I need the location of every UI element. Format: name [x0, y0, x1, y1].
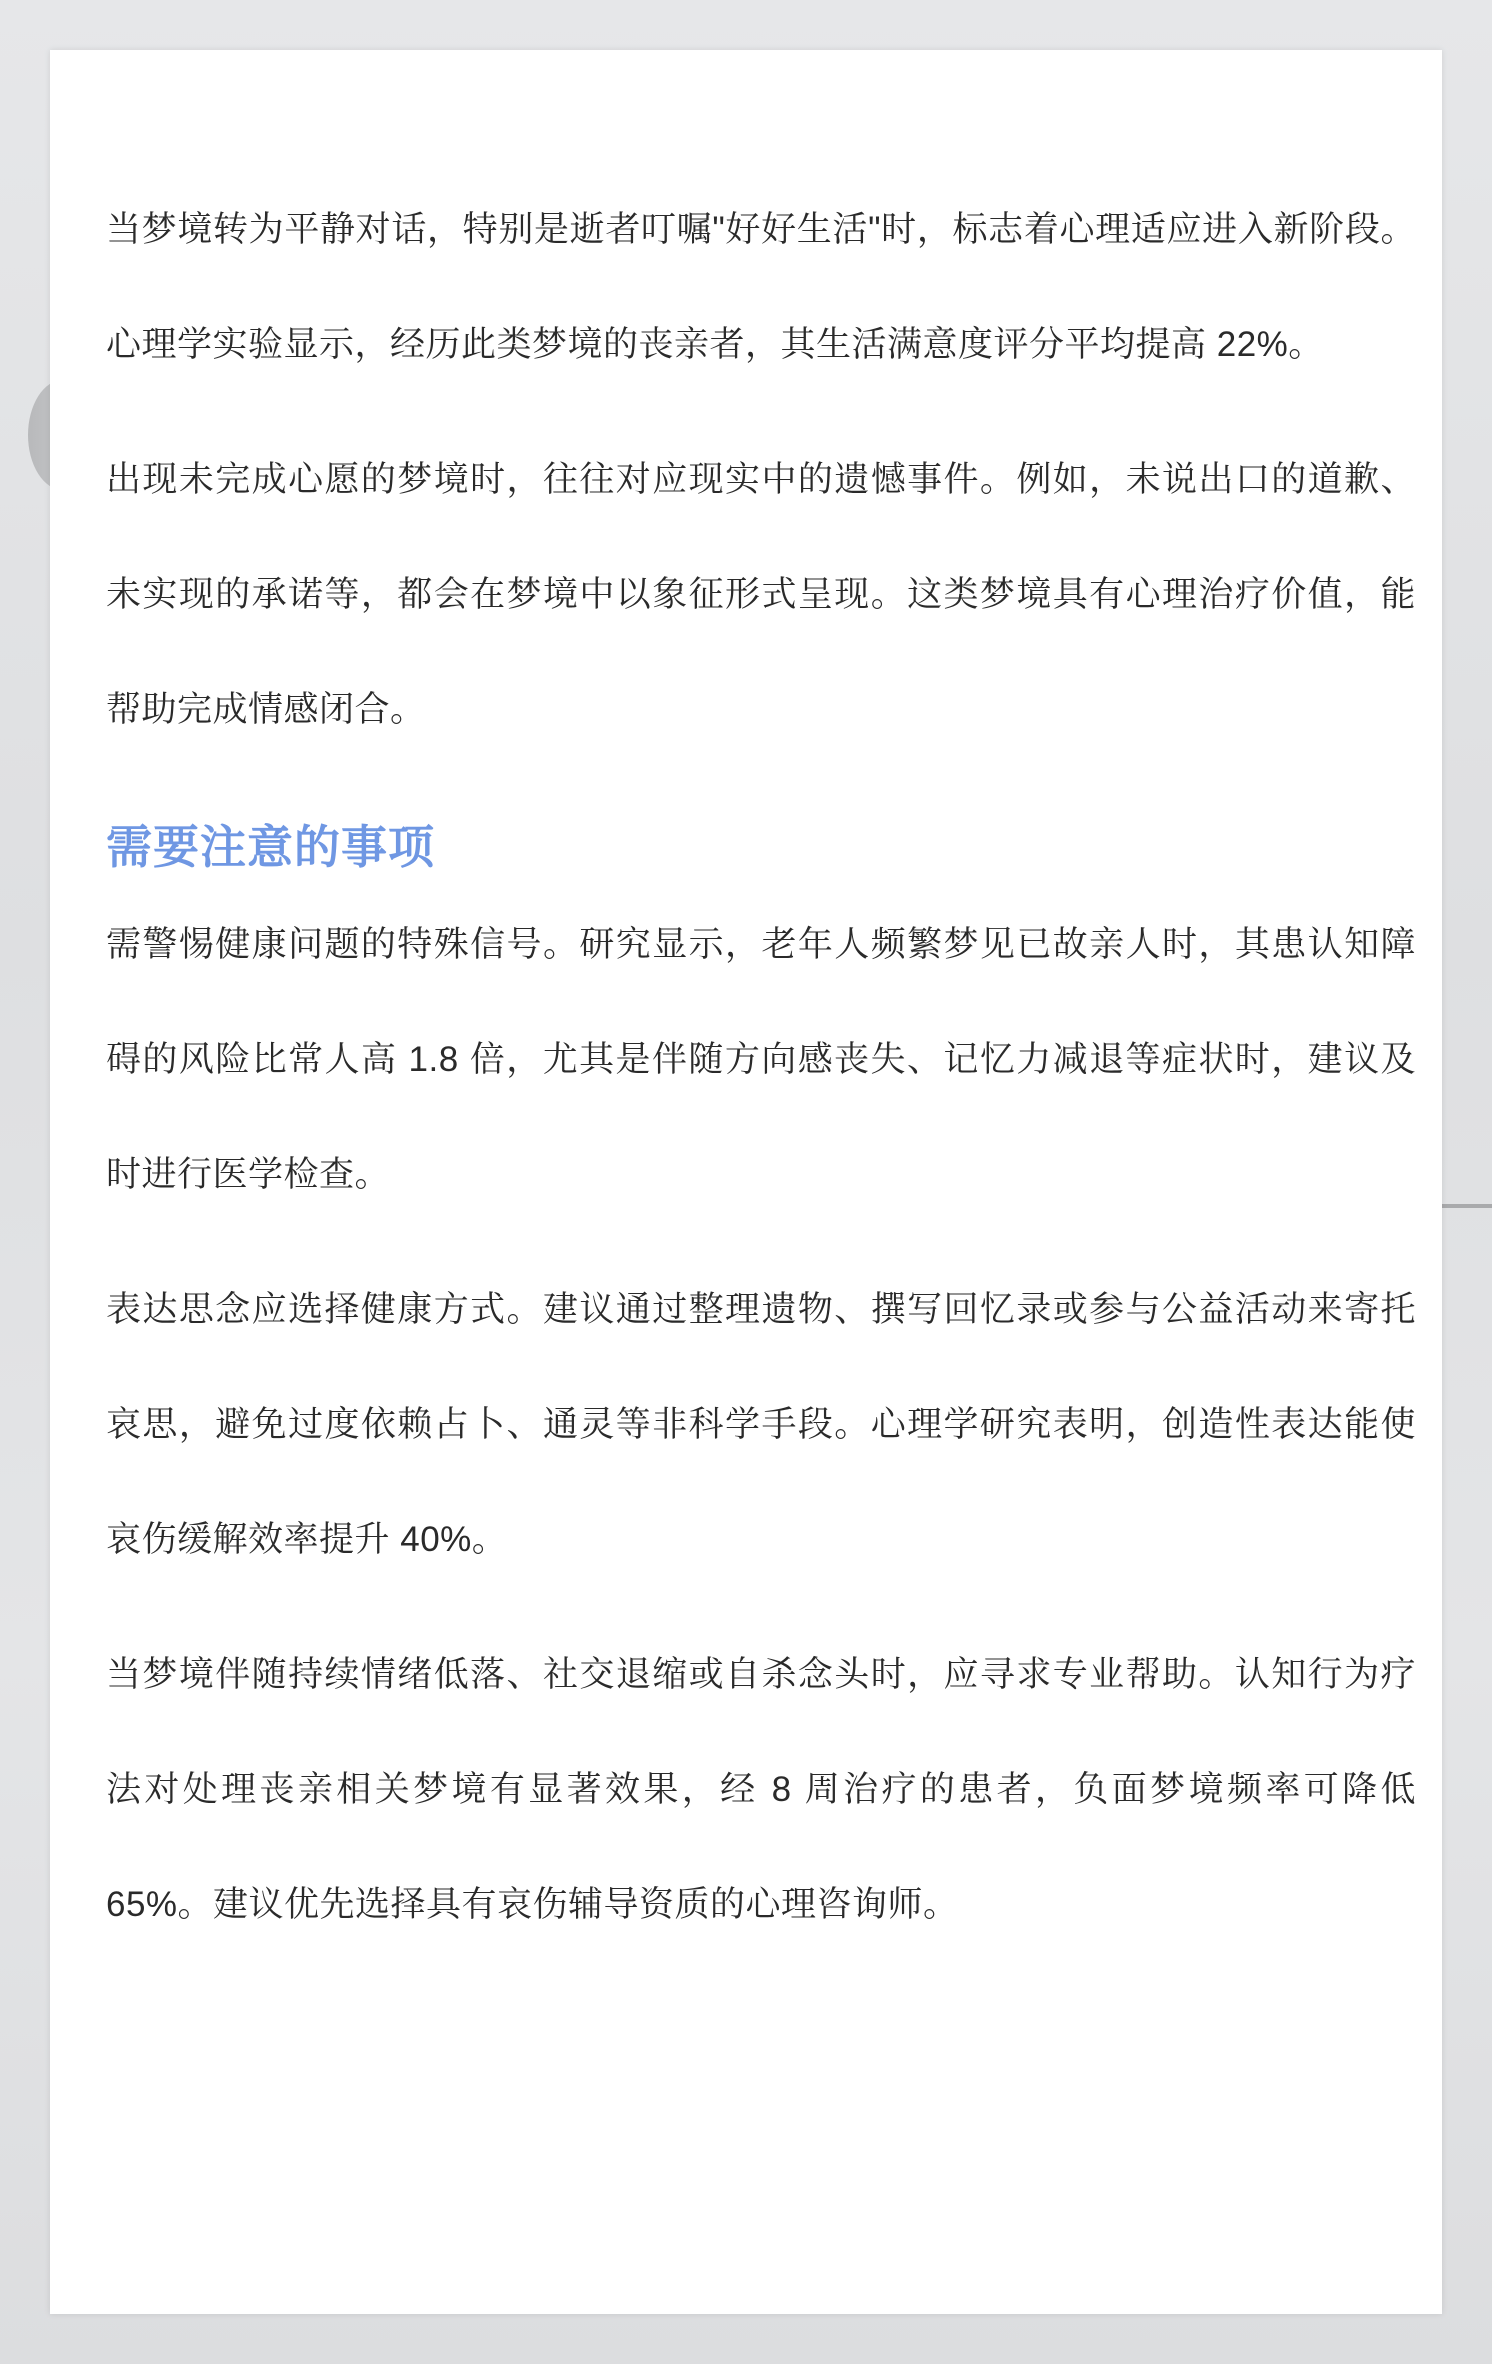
paragraph-professional-help: 当梦境伴随持续情绪低落、社交退缩或自杀念头时，应寻求专业帮助。认知行为疗法对处理丧亲相关梦境有显著效果，经 8 周治疗的患者，负面梦境频率可降低 65%。建议优先选择具有哀伤辅导资质的心理咨询师。 [106, 1655, 1416, 1924]
paragraph-health-signals: 需警惕健康问题的特殊信号。研究显示，老年人频繁梦见已故亲人时，其患认知障碍的风险比常人高 1.8 倍，尤其是伴随方向感丧失、记忆力减退等症状时，建议及时进行医学检查。 [106, 925, 1416, 1194]
paragraph-healthy-expression: 表达思念应选择健康方式。建议通过整理遗物、撰写回忆录或参与公益活动来寄托哀思，避免过度依赖占卜、通灵等非科学手段。心理学研究表明，创造性表达能使哀伤缓解效率提升 40%。 [106, 1290, 1416, 1559]
paragraph-unfinished-wishes: 出现未完成心愿的梦境时，往往对应现实中的遗憾事件。例如，未说出口的道歉、未实现的承诺等，都会在梦境中以象征形式呈现。这类梦境具有心理治疗价值，能帮助完成情感闭合。 [106, 460, 1416, 729]
article-page [50, 50, 1442, 2314]
paragraph-calm-dialogue: 当梦境转为平静对话，特别是逝者叮嘱"好好生活"时，标志着心理适应进入新阶段。心理学实验显示，经历此类梦境的丧亲者，其生活满意度评分平均提高 22%。 [106, 210, 1416, 364]
article-content [106, 172, 1416, 1982]
section-heading-precautions: 需要注意的事项 [106, 821, 435, 873]
